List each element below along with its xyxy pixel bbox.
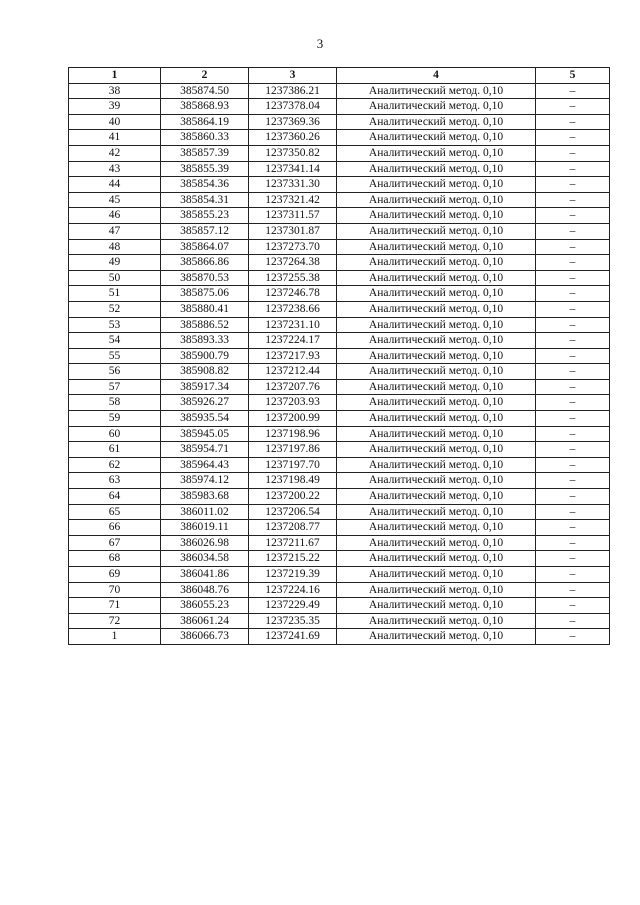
table-row xyxy=(69,177,610,193)
table-row xyxy=(69,395,610,411)
y-coordinate-cell: 1237219.39 xyxy=(249,567,337,583)
coordinates-table xyxy=(68,67,610,645)
y-coordinate-cell: 1237255.38 xyxy=(249,270,337,286)
method-cell: Аналитический метод. 0,10 xyxy=(337,317,536,333)
note-cell: – xyxy=(536,411,610,427)
note-cell: – xyxy=(536,504,610,520)
note-cell: – xyxy=(536,130,610,146)
method-cell: Аналитический метод. 0,10 xyxy=(337,255,536,271)
point-number-cell: 56 xyxy=(69,364,161,380)
point-number-cell: 48 xyxy=(69,239,161,255)
point-number-cell: 66 xyxy=(69,520,161,536)
y-coordinate-cell: 1237321.42 xyxy=(249,192,337,208)
method-cell: Аналитический метод. 0,10 xyxy=(337,426,536,442)
note-cell: – xyxy=(536,442,610,458)
method-cell: Аналитический метод. 0,10 xyxy=(337,239,536,255)
point-number-cell: 69 xyxy=(69,567,161,583)
table-row xyxy=(69,411,610,427)
method-cell: Аналитический метод. 0,10 xyxy=(337,520,536,536)
x-coordinate-cell: 385857.39 xyxy=(161,145,249,161)
y-coordinate-cell: 1237198.96 xyxy=(249,426,337,442)
point-number-cell: 46 xyxy=(69,208,161,224)
y-coordinate-cell: 1237224.17 xyxy=(249,333,337,349)
point-number-cell: 62 xyxy=(69,457,161,473)
point-number-cell: 72 xyxy=(69,613,161,629)
point-number-cell: 60 xyxy=(69,426,161,442)
point-number-cell: 1 xyxy=(69,629,161,645)
point-number-cell: 65 xyxy=(69,504,161,520)
table-row xyxy=(69,301,610,317)
method-cell: Аналитический метод. 0,10 xyxy=(337,161,536,177)
table-row xyxy=(69,582,610,598)
y-coordinate-cell: 1237341.14 xyxy=(249,161,337,177)
method-cell: Аналитический метод. 0,10 xyxy=(337,582,536,598)
x-coordinate-cell: 385868.93 xyxy=(161,99,249,115)
y-coordinate-cell: 1237369.36 xyxy=(249,114,337,130)
note-cell: – xyxy=(536,613,610,629)
y-coordinate-cell: 1237350.82 xyxy=(249,145,337,161)
point-number-cell: 41 xyxy=(69,130,161,146)
method-cell: Аналитический метод. 0,10 xyxy=(337,395,536,411)
point-number-cell: 47 xyxy=(69,223,161,239)
x-coordinate-cell: 385880.41 xyxy=(161,301,249,317)
x-coordinate-cell: 385954.71 xyxy=(161,442,249,458)
x-coordinate-cell: 385854.36 xyxy=(161,177,249,193)
table-row xyxy=(69,223,610,239)
table-row xyxy=(69,426,610,442)
point-number-cell: 53 xyxy=(69,317,161,333)
table-row xyxy=(69,208,610,224)
point-number-cell: 50 xyxy=(69,270,161,286)
point-number-cell: 58 xyxy=(69,395,161,411)
table-body xyxy=(69,83,610,644)
note-cell: – xyxy=(536,223,610,239)
table-row xyxy=(69,567,610,583)
method-cell: Аналитический метод. 0,10 xyxy=(337,504,536,520)
point-number-cell: 63 xyxy=(69,473,161,489)
y-coordinate-cell: 1237212.44 xyxy=(249,364,337,380)
y-coordinate-cell: 1237241.69 xyxy=(249,629,337,645)
x-coordinate-cell: 386055.23 xyxy=(161,598,249,614)
y-coordinate-cell: 1237217.93 xyxy=(249,348,337,364)
method-cell: Аналитический метод. 0,10 xyxy=(337,567,536,583)
note-cell: – xyxy=(536,161,610,177)
note-cell: – xyxy=(536,426,610,442)
note-cell: – xyxy=(536,177,610,193)
x-coordinate-cell: 385974.12 xyxy=(161,473,249,489)
point-number-cell: 68 xyxy=(69,551,161,567)
method-cell: Аналитический метод. 0,10 xyxy=(337,348,536,364)
y-coordinate-cell: 1237229.49 xyxy=(249,598,337,614)
point-number-cell: 59 xyxy=(69,411,161,427)
x-coordinate-cell: 385875.06 xyxy=(161,286,249,302)
method-cell: Аналитический метод. 0,10 xyxy=(337,613,536,629)
table-row xyxy=(69,130,610,146)
note-cell: – xyxy=(536,598,610,614)
method-cell: Аналитический метод. 0,10 xyxy=(337,551,536,567)
method-cell: Аналитический метод. 0,10 xyxy=(337,629,536,645)
method-cell: Аналитический метод. 0,10 xyxy=(337,223,536,239)
x-coordinate-cell: 385908.82 xyxy=(161,364,249,380)
note-cell: – xyxy=(536,567,610,583)
y-coordinate-cell: 1237246.78 xyxy=(249,286,337,302)
method-cell: Аналитический метод. 0,10 xyxy=(337,83,536,99)
point-number-cell: 39 xyxy=(69,99,161,115)
note-cell: – xyxy=(536,192,610,208)
method-cell: Аналитический метод. 0,10 xyxy=(337,364,536,380)
page-number: 3 xyxy=(316,36,324,51)
header-col-3: 3 xyxy=(249,68,337,84)
note-cell: – xyxy=(536,551,610,567)
note-cell: – xyxy=(536,145,610,161)
point-number-cell: 70 xyxy=(69,582,161,598)
point-number-cell: 43 xyxy=(69,161,161,177)
method-cell: Аналитический метод. 0,10 xyxy=(337,333,536,349)
table-row xyxy=(69,613,610,629)
y-coordinate-cell: 1237273.70 xyxy=(249,239,337,255)
note-cell: – xyxy=(536,83,610,99)
note-cell: – xyxy=(536,535,610,551)
point-number-cell: 38 xyxy=(69,83,161,99)
table-row xyxy=(69,145,610,161)
y-coordinate-cell: 1237311.57 xyxy=(249,208,337,224)
x-coordinate-cell: 386041.86 xyxy=(161,567,249,583)
note-cell: – xyxy=(536,520,610,536)
table-row xyxy=(69,551,610,567)
table-row xyxy=(69,114,610,130)
x-coordinate-cell: 385874.50 xyxy=(161,83,249,99)
table-header-row xyxy=(69,68,610,84)
table-row xyxy=(69,379,610,395)
header-col-4: 4 xyxy=(337,68,536,84)
header-col-2: 2 xyxy=(161,68,249,84)
y-coordinate-cell: 1237197.70 xyxy=(249,457,337,473)
method-cell: Аналитический метод. 0,10 xyxy=(337,457,536,473)
table-row xyxy=(69,473,610,489)
point-number-cell: 49 xyxy=(69,255,161,271)
note-cell: – xyxy=(536,473,610,489)
note-cell: – xyxy=(536,395,610,411)
x-coordinate-cell: 385855.39 xyxy=(161,161,249,177)
header-col-1: 1 xyxy=(69,68,161,84)
x-coordinate-cell: 386011.02 xyxy=(161,504,249,520)
method-cell: Аналитический метод. 0,10 xyxy=(337,301,536,317)
point-number-cell: 71 xyxy=(69,598,161,614)
table-row xyxy=(69,457,610,473)
note-cell: – xyxy=(536,286,610,302)
point-number-cell: 61 xyxy=(69,442,161,458)
y-coordinate-cell: 1237231.10 xyxy=(249,317,337,333)
method-cell: Аналитический метод. 0,10 xyxy=(337,130,536,146)
note-cell: – xyxy=(536,208,610,224)
point-number-cell: 54 xyxy=(69,333,161,349)
x-coordinate-cell: 385935.54 xyxy=(161,411,249,427)
x-coordinate-cell: 385900.79 xyxy=(161,348,249,364)
x-coordinate-cell: 385964.43 xyxy=(161,457,249,473)
y-coordinate-cell: 1237200.99 xyxy=(249,411,337,427)
y-coordinate-cell: 1237203.93 xyxy=(249,395,337,411)
x-coordinate-cell: 385866.86 xyxy=(161,255,249,271)
x-coordinate-cell: 385926.27 xyxy=(161,395,249,411)
note-cell: – xyxy=(536,457,610,473)
x-coordinate-cell: 385893.33 xyxy=(161,333,249,349)
method-cell: Аналитический метод. 0,10 xyxy=(337,192,536,208)
y-coordinate-cell: 1237208.77 xyxy=(249,520,337,536)
table-row xyxy=(69,270,610,286)
x-coordinate-cell: 385860.33 xyxy=(161,130,249,146)
method-cell: Аналитический метод. 0,10 xyxy=(337,411,536,427)
point-number-cell: 44 xyxy=(69,177,161,193)
point-number-cell: 51 xyxy=(69,286,161,302)
table-row xyxy=(69,161,610,177)
note-cell: – xyxy=(536,270,610,286)
point-number-cell: 40 xyxy=(69,114,161,130)
note-cell: – xyxy=(536,114,610,130)
table-row xyxy=(69,99,610,115)
y-coordinate-cell: 1237211.67 xyxy=(249,535,337,551)
method-cell: Аналитический метод. 0,10 xyxy=(337,489,536,505)
point-number-cell: 67 xyxy=(69,535,161,551)
table-row xyxy=(69,317,610,333)
y-coordinate-cell: 1237215.22 xyxy=(249,551,337,567)
y-coordinate-cell: 1237378.04 xyxy=(249,99,337,115)
note-cell: – xyxy=(536,301,610,317)
method-cell: Аналитический метод. 0,10 xyxy=(337,177,536,193)
point-number-cell: 52 xyxy=(69,301,161,317)
y-coordinate-cell: 1237238.66 xyxy=(249,301,337,317)
x-coordinate-cell: 385886.52 xyxy=(161,317,249,333)
note-cell: – xyxy=(536,239,610,255)
x-coordinate-cell: 386061.24 xyxy=(161,613,249,629)
y-coordinate-cell: 1237224.16 xyxy=(249,582,337,598)
table-row xyxy=(69,239,610,255)
y-coordinate-cell: 1237386.21 xyxy=(249,83,337,99)
x-coordinate-cell: 385864.07 xyxy=(161,239,249,255)
x-coordinate-cell: 385983.68 xyxy=(161,489,249,505)
method-cell: Аналитический метод. 0,10 xyxy=(337,145,536,161)
x-coordinate-cell: 386066.73 xyxy=(161,629,249,645)
point-number-cell: 55 xyxy=(69,348,161,364)
x-coordinate-cell: 386026.98 xyxy=(161,535,249,551)
table-row xyxy=(69,348,610,364)
table-row xyxy=(69,629,610,645)
method-cell: Аналитический метод. 0,10 xyxy=(337,379,536,395)
x-coordinate-cell: 385854.31 xyxy=(161,192,249,208)
y-coordinate-cell: 1237207.76 xyxy=(249,379,337,395)
header-col-5: 5 xyxy=(536,68,610,84)
x-coordinate-cell: 385917.34 xyxy=(161,379,249,395)
method-cell: Аналитический метод. 0,10 xyxy=(337,598,536,614)
table-row xyxy=(69,83,610,99)
table-row xyxy=(69,333,610,349)
y-coordinate-cell: 1237200.22 xyxy=(249,489,337,505)
y-coordinate-cell: 1237235.35 xyxy=(249,613,337,629)
note-cell: – xyxy=(536,348,610,364)
note-cell: – xyxy=(536,255,610,271)
table-row xyxy=(69,520,610,536)
y-coordinate-cell: 1237206.54 xyxy=(249,504,337,520)
note-cell: – xyxy=(536,99,610,115)
table-row xyxy=(69,192,610,208)
table-row xyxy=(69,442,610,458)
y-coordinate-cell: 1237198.49 xyxy=(249,473,337,489)
note-cell: – xyxy=(536,489,610,505)
x-coordinate-cell: 385855.23 xyxy=(161,208,249,224)
x-coordinate-cell: 386048.76 xyxy=(161,582,249,598)
note-cell: – xyxy=(536,364,610,380)
note-cell: – xyxy=(536,333,610,349)
method-cell: Аналитический метод. 0,10 xyxy=(337,535,536,551)
table-row xyxy=(69,286,610,302)
point-number-cell: 45 xyxy=(69,192,161,208)
method-cell: Аналитический метод. 0,10 xyxy=(337,208,536,224)
method-cell: Аналитический метод. 0,10 xyxy=(337,442,536,458)
table-row xyxy=(69,504,610,520)
y-coordinate-cell: 1237301.87 xyxy=(249,223,337,239)
point-number-cell: 42 xyxy=(69,145,161,161)
y-coordinate-cell: 1237360.26 xyxy=(249,130,337,146)
method-cell: Аналитический метод. 0,10 xyxy=(337,270,536,286)
y-coordinate-cell: 1237197.86 xyxy=(249,442,337,458)
method-cell: Аналитический метод. 0,10 xyxy=(337,99,536,115)
table-row xyxy=(69,535,610,551)
note-cell: – xyxy=(536,317,610,333)
table-row xyxy=(69,364,610,380)
x-coordinate-cell: 386034.58 xyxy=(161,551,249,567)
table-row xyxy=(69,489,610,505)
method-cell: Аналитический метод. 0,10 xyxy=(337,286,536,302)
x-coordinate-cell: 385945.05 xyxy=(161,426,249,442)
point-number-cell: 57 xyxy=(69,379,161,395)
method-cell: Аналитический метод. 0,10 xyxy=(337,114,536,130)
x-coordinate-cell: 385870.53 xyxy=(161,270,249,286)
table-row xyxy=(69,255,610,271)
x-coordinate-cell: 385864.19 xyxy=(161,114,249,130)
x-coordinate-cell: 385857.12 xyxy=(161,223,249,239)
note-cell: – xyxy=(536,379,610,395)
note-cell: – xyxy=(536,629,610,645)
method-cell: Аналитический метод. 0,10 xyxy=(337,473,536,489)
x-coordinate-cell: 386019.11 xyxy=(161,520,249,536)
table-row xyxy=(69,598,610,614)
point-number-cell: 64 xyxy=(69,489,161,505)
y-coordinate-cell: 1237264.38 xyxy=(249,255,337,271)
note-cell: – xyxy=(536,582,610,598)
y-coordinate-cell: 1237331.30 xyxy=(249,177,337,193)
